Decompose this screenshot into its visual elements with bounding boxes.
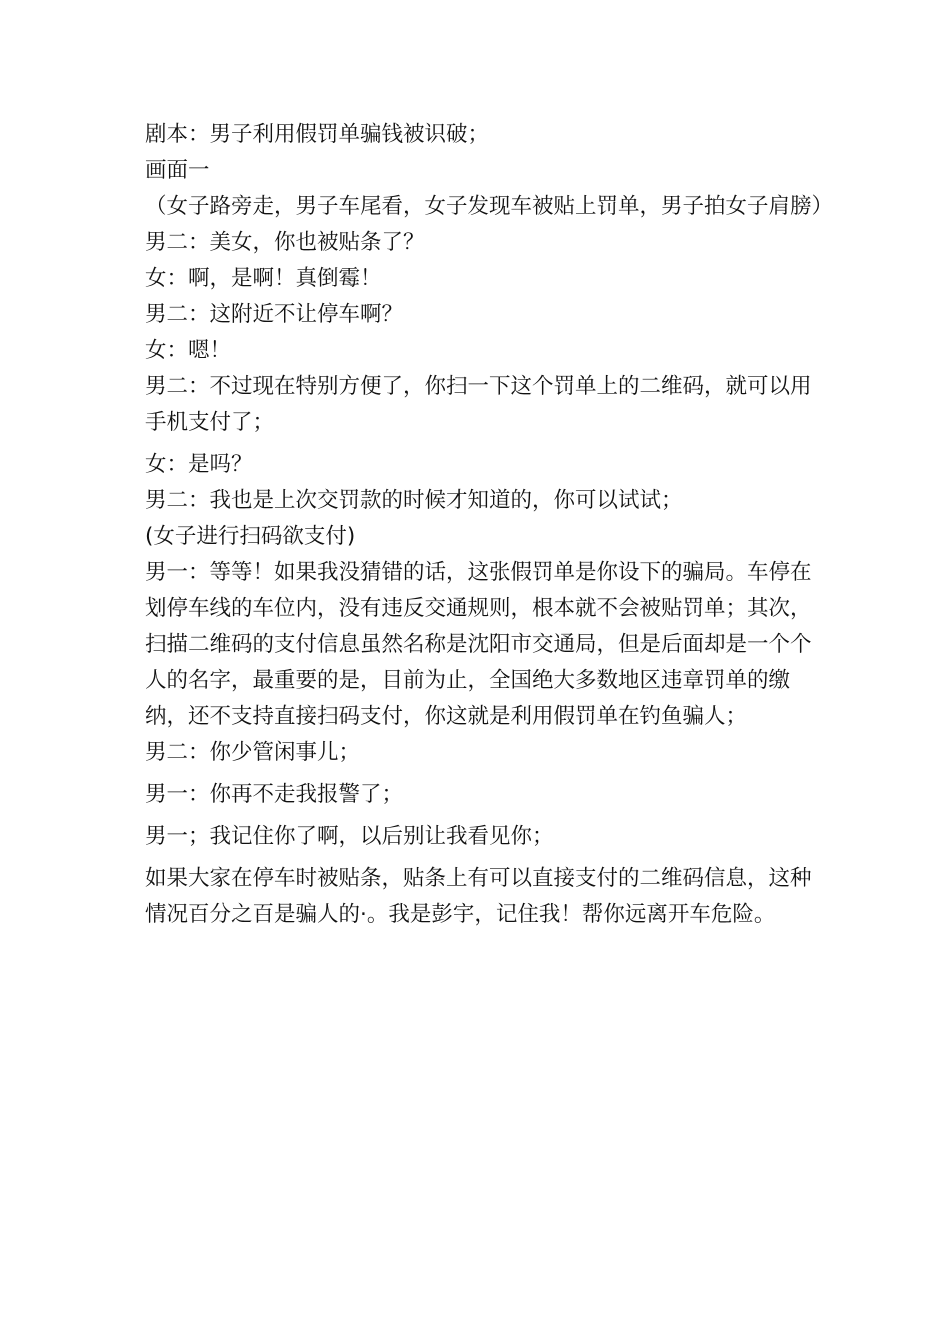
dialogue-line: 男一：你再不走我报警了；: [145, 782, 404, 807]
dialogue-line: 女：嗯！: [145, 338, 232, 363]
dialogue-line: 男二：这附近不让停车啊？: [145, 302, 404, 327]
dialogue-line: 男二：不过现在特别方便了，你扫一下这个罚单上的二维码，就可以用手机支付了；: [145, 374, 812, 435]
dialogue-line: 男一：等等！如果我没猜错的话，这张假罚单是你设下的骗局。车停在划停车线的车位内，没有违反交通规则，根本就不会被贴罚单；其次，扫描二维码的支付信息虽然名称是沈阳市交通局，但是后面却是一个个人的名字，最重要的是，目前为止，全国绝大多数地区违章罚单的缴纳，还不支持直接扫码支付，你这就是利用假罚单在钓鱼骗人；: [145, 560, 812, 729]
dialogue-line: 男一；我记住你了啊，以后别让我看见你；: [145, 824, 554, 849]
scene-heading: 画面一: [145, 158, 210, 183]
dialogue-line: 男二：你少管闲事儿；: [145, 740, 361, 765]
closing-narration: 如果大家在停车时被贴条，贴条上有可以直接支付的二维码信息，这种情况百分之百是骗人的·。我是彭宇，记住我！帮你远离开车危险。: [145, 866, 812, 927]
script-title: 剧本：男子利用假罚单骗钱被识破；: [145, 122, 490, 147]
dialogue-line: 男二：我也是上次交罚款的时候才知道的，你可以试试；: [145, 488, 683, 513]
dialogue-line: 女：啊，是啊！真倒霉！: [145, 266, 382, 291]
script-body: [145, 117, 834, 933]
dialogue-line: 女：是吗？: [145, 452, 253, 477]
stage-direction: (女子进行扫码欲支付): [145, 524, 356, 549]
dialogue-line: 男二：美女，你也被贴条了？: [145, 230, 425, 255]
stage-direction: （女子路旁走，男子车尾看，女子发现车被贴上罚单，男子拍女子肩膀）: [145, 194, 834, 219]
